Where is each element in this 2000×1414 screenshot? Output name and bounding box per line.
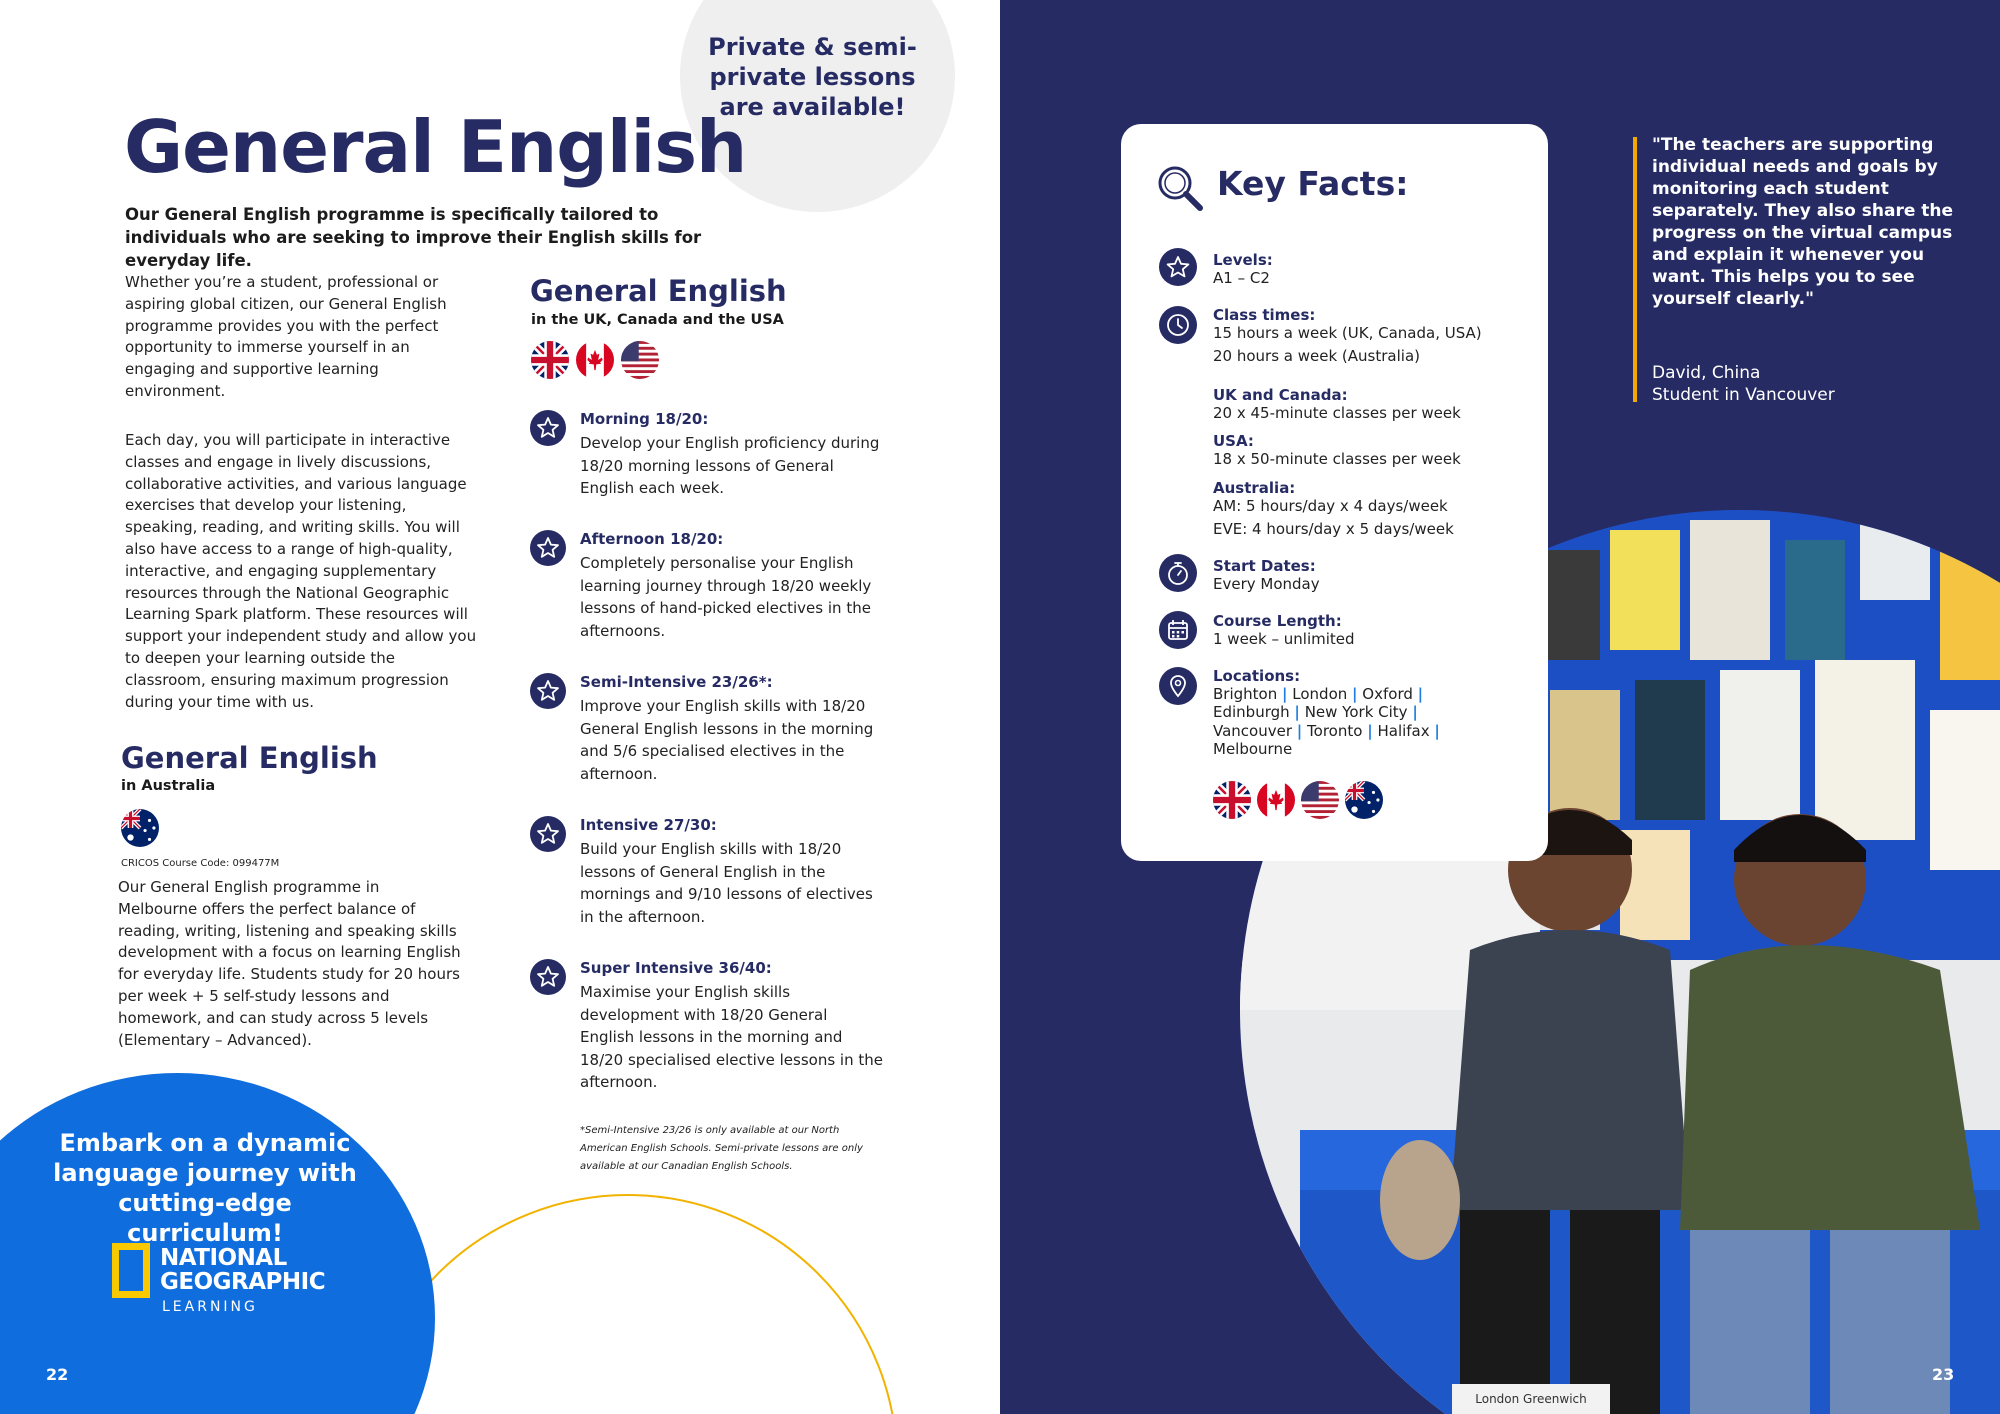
right-page	[1000, 0, 2000, 1414]
location-london: London	[1292, 685, 1348, 703]
option-description: Completely personalise your English learning journey through 18/20 weekly lessons of hand-picked electives in the afternoons.	[580, 554, 872, 640]
option-description: Maximise your English skills development with 18/20 General English lessons in the morning and 18/20 specialised elective lessons in the afternoon.	[580, 983, 883, 1091]
option-title: Afternoon 18/20:	[580, 530, 724, 548]
canada-flag-icon	[576, 341, 614, 379]
card-flags	[1213, 781, 1383, 819]
national-geographic-logo	[112, 1243, 326, 1323]
testimonial-role: Student in Vancouver	[1652, 385, 1835, 405]
au-section-subtitle: in Australia	[121, 778, 216, 794]
canada-flag-icon	[1257, 781, 1295, 819]
option-description: Improve your English skills with 18/20 General English lessons in the morning and 5/6 specialised electives in the afternoon.	[580, 697, 874, 783]
usa-flag-icon	[1301, 781, 1339, 819]
australia-label: Australia:	[1213, 479, 1296, 497]
locations-line-2: Edinburgh | New York City |	[1213, 703, 1418, 721]
location-new-york-city: New York City	[1304, 703, 1408, 721]
ng-logo-line2: GEOGRAPHIC	[160, 1269, 326, 1295]
location-oxford: Oxford	[1362, 685, 1413, 703]
class-times-label: Class times:	[1213, 306, 1316, 324]
levels-value: A1 – C2	[1213, 269, 1270, 287]
uk-canada-value: 20 x 45-minute classes per week	[1213, 404, 1461, 422]
uk-flag-icon	[531, 341, 569, 379]
location-halifax: Halifax	[1377, 722, 1430, 740]
ng-logo-line1: NATIONAL	[160, 1245, 287, 1271]
australia-flag-icon	[1345, 781, 1383, 819]
class-times-value-2: 20 hours a week (Australia)	[1213, 347, 1420, 365]
option-description: Develop your English proficiency during 18/20 morning lessons of General English each week.	[580, 434, 880, 497]
australia-value-1: AM: 5 hours/day x 4 days/week	[1213, 497, 1448, 515]
page-title: General English	[124, 105, 747, 189]
star-icon	[530, 673, 566, 709]
usa-flag-icon	[621, 341, 659, 379]
key-facts-card	[1121, 124, 1548, 861]
uk-section-title: General English	[530, 274, 787, 308]
locations-line-3: Vancouver | Toronto | Halifax |	[1213, 722, 1440, 740]
locations-line-1: Brighton | London | Oxford |	[1213, 685, 1424, 703]
australia-value-2: EVE: 4 hours/day x 5 days/week	[1213, 520, 1454, 538]
clock-icon	[1159, 306, 1197, 344]
location-toronto: Toronto	[1307, 722, 1363, 740]
location-pin-icon	[1159, 667, 1197, 705]
uk-canada-label: UK and Canada:	[1213, 386, 1348, 404]
location-melbourne: Melbourne	[1213, 740, 1293, 758]
locations-line-4	[1213, 739, 1292, 760]
testimonial-quote: "The teachers are supporting individual needs and goals by monitoring each student separately. They also share the progress on the virtual campus and explain it whenever you want. This helps you to see yourself clearly."	[1652, 135, 1954, 309]
option-title: Intensive 27/30:	[580, 816, 717, 834]
decorative-yellow-arc	[358, 1194, 898, 1414]
ng-yellow-border-icon	[112, 1243, 150, 1298]
ng-logo-text	[160, 1246, 325, 1294]
star-icon	[530, 410, 566, 446]
option-title: Semi-Intensive 23/26*:	[580, 673, 773, 691]
start-dates-label: Start Dates:	[1213, 557, 1316, 575]
calendar-icon	[1159, 611, 1197, 649]
description-paragraph-2: Each day, you will participate in interactive classes and engage in lively discussions, collaborative activities, and various language exercises that develop your listening, speaking, reading, and writing skills. You will also have access to a range of high-quality, interactive, and engaging supplementary resources through the National Geographic Learning Spark platform. These resources will support your independent study and allow you to deepen your learning outside the classroom, ensuring maximum progression during your time with us.	[125, 431, 477, 711]
star-icon	[530, 530, 566, 566]
usa-label: USA:	[1213, 432, 1254, 450]
option-title: Super Intensive 36/40:	[580, 959, 772, 977]
australia-flag-icon	[121, 809, 159, 847]
stopwatch-icon	[1159, 554, 1197, 592]
option-title: Morning 18/20:	[580, 410, 709, 428]
uk-flag-icon	[1213, 781, 1251, 819]
magnifier-icon	[1155, 163, 1205, 213]
embark-callout: Embark on a dynamic language journey with cutting-edge curriculum!	[53, 1129, 357, 1247]
course-length-value: 1 week – unlimited	[1213, 630, 1355, 648]
intro-text: Our General English programme is specifically tailored to individuals who are seeking to improve their English skills for everyday life.	[125, 205, 702, 270]
photo-caption: London Greenwich	[1452, 1384, 1610, 1414]
usa-value: 18 x 50-minute classes per week	[1213, 450, 1461, 468]
location-brighton: Brighton	[1213, 685, 1278, 703]
star-icon	[530, 816, 566, 852]
levels-label: Levels:	[1213, 251, 1273, 269]
class-times-value-1: 15 hours a week (UK, Canada, USA)	[1213, 324, 1482, 342]
location-edinburgh: Edinburgh	[1213, 703, 1290, 721]
uk-section-subtitle: in the UK, Canada and the USA	[531, 312, 784, 328]
star-icon	[530, 959, 566, 995]
location-vancouver: Vancouver	[1213, 722, 1292, 740]
footnote: *Semi-Intensive 23/26 is only available at our North American English Schools. Semi-private lessons are only available at our Canadian English Schools.	[580, 1125, 863, 1172]
au-description: Our General English programme in Melbourne offers the perfect balance of reading, writing, listening and speaking skills development with a focus on learning English for everyday life. Students study for 20 hours per week + 5 self-study lessons and homework, and can study across 5 levels (Elementary – Advanced).	[118, 878, 461, 1049]
ng-logo-learning: LEARNING	[162, 1299, 258, 1315]
page-number-left: 22	[46, 1365, 69, 1384]
description-paragraph-1: Whether you’re a student, professional or aspiring global citizen, our General English programme provides you with the perfect opportunity to immerse yourself in an engaging and supportive learning environment.	[125, 273, 447, 400]
start-dates-value: Every Monday	[1213, 575, 1320, 593]
quote-accent-bar	[1633, 137, 1637, 402]
au-section-title: General English	[121, 741, 378, 775]
page-number-right: 23	[1932, 1365, 1955, 1384]
star-icon	[1159, 248, 1197, 286]
option-description: Build your English skills with 18/20 lessons of General English in the mornings and 9/10 lessons of electives in the afternoon.	[580, 840, 873, 926]
locations-label: Locations:	[1213, 667, 1301, 685]
key-facts-title: Key Facts:	[1217, 164, 1409, 203]
cricos-code: CRICOS Course Code: 099477M	[121, 858, 280, 869]
testimonial-author: David, China	[1652, 363, 1761, 383]
private-lessons-callout: Private & semi-private lessons are available!	[708, 33, 917, 121]
course-length-label: Course Length:	[1213, 612, 1342, 630]
uk-section-flags	[531, 341, 659, 379]
